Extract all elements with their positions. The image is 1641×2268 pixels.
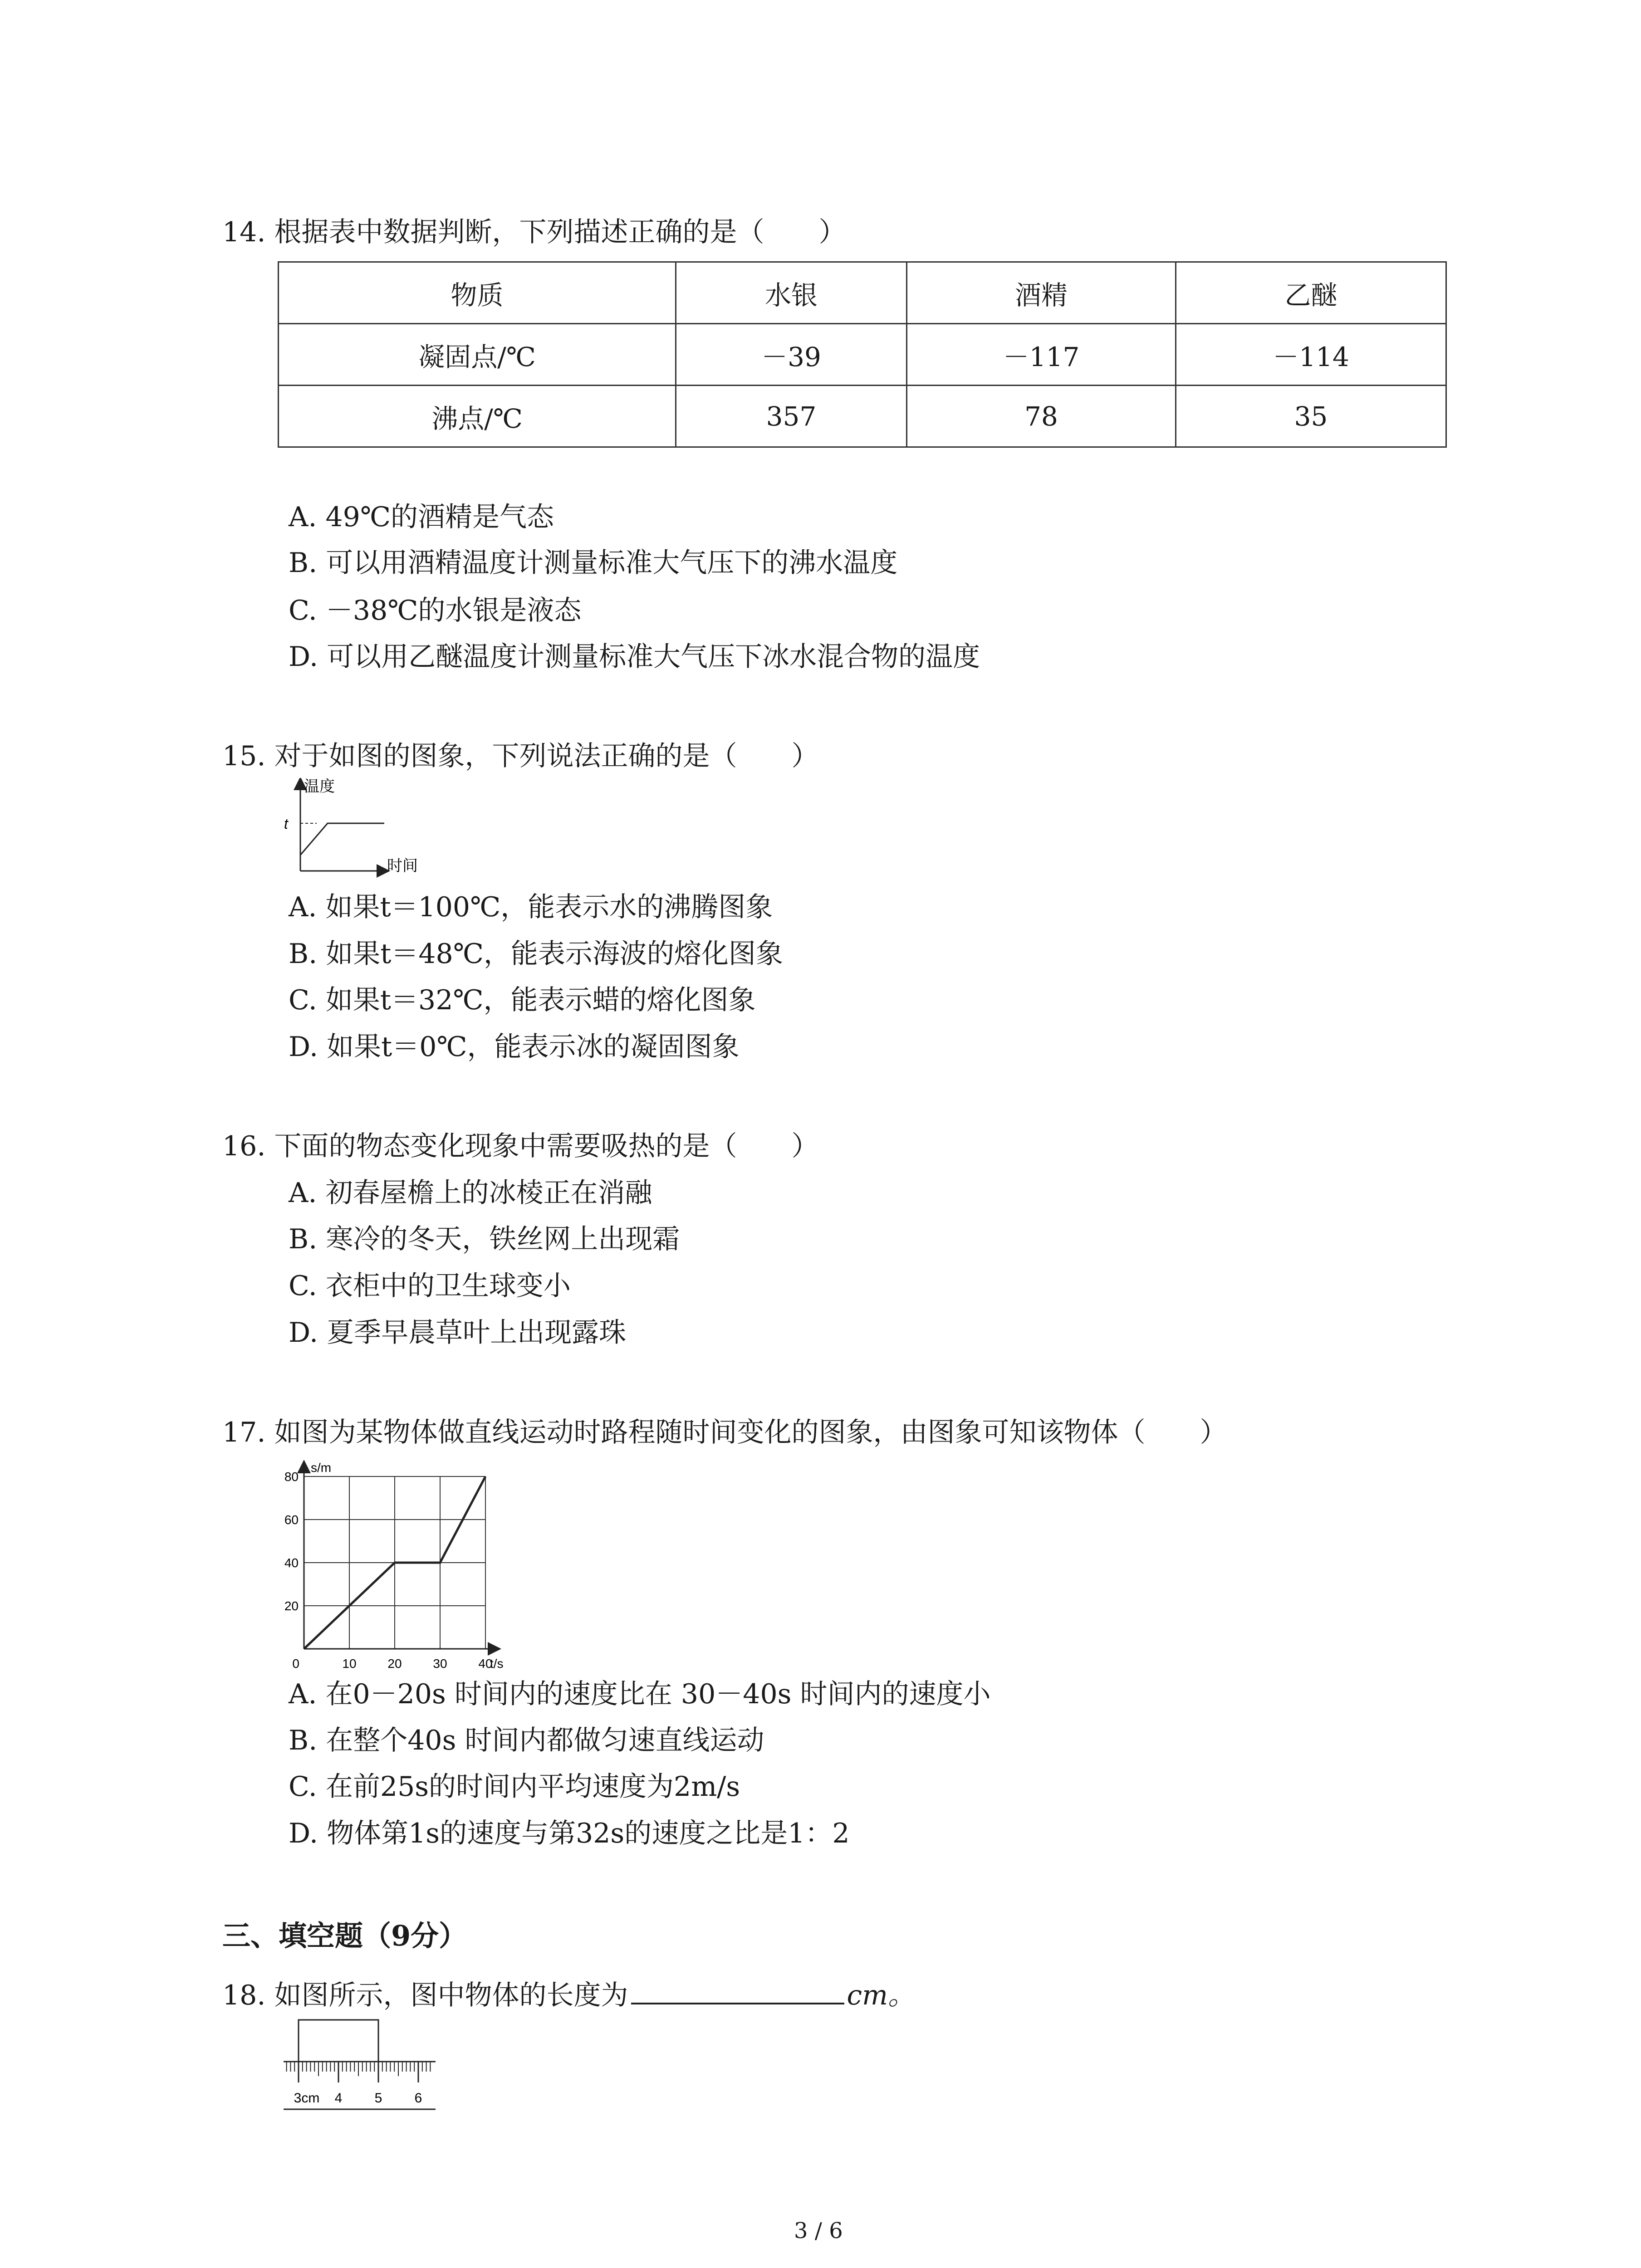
table-header-cell: 物质 [279,262,676,324]
answer-blank[interactable] [631,1975,844,2004]
q14-option-b: B. 可以用酒精温度计测量标准大气压下的沸水温度 [289,547,898,579]
table-cell: 35 [1176,386,1446,447]
temperature-curve [300,823,384,855]
level-label: t [284,816,288,832]
q17-option-c: C. 在前25s的时间内平均速度为2m/s [289,1771,740,1803]
q14-option-d: D. 可以用乙醚温度计测量标准大气压下冰水混合物的温度 [289,641,980,673]
table-cell: －114 [1176,324,1446,386]
x-tick-label: 20 [387,1657,402,1671]
q15-option-c: C. 如果t＝32℃，能表示蜡的熔化图象 [289,984,756,1016]
q18-stem-text: 18. 如图所示，图中物体的长度为 [222,1980,628,2011]
ruler-label: 6 [414,2091,422,2106]
q18-ruler-figure [281,2012,445,2121]
x-tick-label: 40 [478,1657,493,1671]
q15-option-b: B. 如果t＝48℃，能表示海波的熔化图象 [289,938,783,970]
table-cell: 沸点/℃ [279,386,676,447]
ruler-ticks [287,2062,431,2082]
x-tick-label: 10 [342,1657,357,1671]
q15-temperature-graph [277,778,426,882]
ruler-label: 5 [374,2091,382,2106]
q18-stem [222,1975,915,2014]
q17-distance-time-chart [268,1458,522,1676]
table-cell: 78 [907,386,1176,447]
q17-option-a: A. 在0－20s 时间内的速度比在 30－40s 时间内的速度小 [289,1678,991,1710]
table-row [279,324,1446,386]
q15-stem: 15. 对于如图的图象，下列说法正确的是（ ） [222,740,819,772]
y-tick-label: 80 [284,1470,299,1484]
q17-stem: 17. 如图为某物体做直线运动时路程随时间变化的图象，由图象可知该物体（ ） [222,1417,1227,1448]
x-tick-label: 30 [433,1657,447,1671]
table-cell: －117 [907,324,1176,386]
section-3-title: 三、填空题（9分） [222,1919,467,1952]
table-row [279,386,1446,447]
x-axis-label: t/s [490,1657,504,1671]
q16-stem: 16. 下面的物态变化现象中需要吸热的是（ ） [222,1130,819,1162]
y-axis-label: s/m [311,1461,332,1475]
q16-option-b: B. 寒冷的冬天，铁丝网上出现霜 [289,1223,680,1255]
q14-option-a: A. 49℃的酒精是气态 [289,501,554,533]
q16-option-a: A. 初春屋檐上的冰棱正在消融 [289,1177,652,1209]
table-cell: 357 [676,386,907,447]
table-header-cell: 乙醚 [1176,262,1446,324]
q14-option-c: C. －38℃的水银是液态 [289,595,582,626]
table-header-cell: 酒精 [907,262,1176,324]
x-axis-label: 时间 [387,857,418,875]
q17-option-d: D. 物体第1s的速度与第32s的速度之比是1：2 [289,1818,850,1849]
q18-unit: cm。 [847,1980,915,2011]
ruler-label: 4 [334,2091,343,2106]
table-cell: 凝固点/℃ [279,324,676,386]
q16-option-d: D. 夏季早晨草叶上出现露珠 [289,1317,627,1349]
q16-option-c: C. 衣柜中的卫生球变小 [289,1270,571,1302]
y-tick-label: 20 [284,1599,299,1613]
q14-stem: 14. 根据表中数据判断，下列描述正确的是（ ） [222,216,846,248]
page-number: 3 / 6 [794,2218,843,2244]
origin-label: 0 [292,1657,299,1671]
q15-option-a: A. 如果t＝100℃，能表示水的沸腾图象 [289,891,773,923]
table-row [279,262,1446,324]
table-cell: －39 [676,324,907,386]
ruler-labels [294,2091,422,2106]
q14-data-table [278,261,1447,448]
y-axis-label: 温度 [304,778,335,795]
q15-option-d: D. 如果t＝0℃，能表示冰的凝固图象 [289,1031,740,1063]
table-header-cell: 水银 [676,262,907,324]
ruler-label: 3cm [294,2091,320,2106]
y-tick-label: 40 [284,1556,299,1570]
q17-option-b: B. 在整个40s 时间内都做匀速直线运动 [289,1725,764,1756]
measured-object [299,2020,378,2062]
y-tick-label: 60 [284,1513,299,1527]
